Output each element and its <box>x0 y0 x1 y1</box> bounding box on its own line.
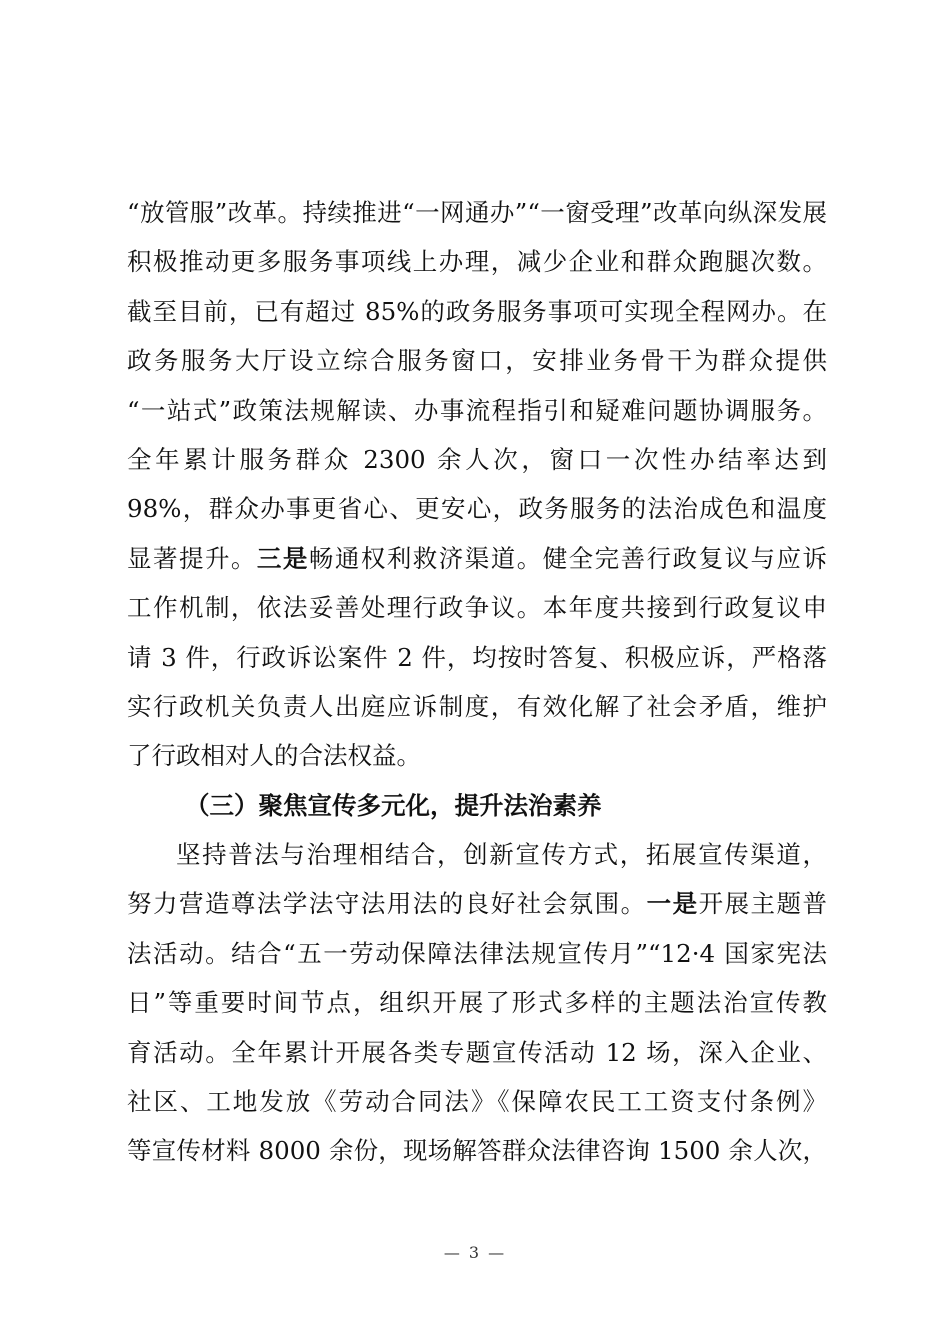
text-line: 日”等重要时间节点，组织开展了形式多样的主题法治宣传教 <box>127 988 827 1018</box>
text-line: 社区、工地发放《劳动合同法》《保障农民工工资支付条例》 <box>127 1087 827 1117</box>
document-body <box>127 188 827 1176</box>
text-line: 工作机制，依法妥善处理行政争议。本年度共接到行政复议申 <box>127 593 827 623</box>
text-line <box>127 879 827 928</box>
text-line: “放管服”改革。持续推进“一网通办”“一窗受理”改革向纵深发展 <box>127 198 827 227</box>
text-line: 实行政机关负责人出庭应诉制度，有效化解了社会矛盾，维护 <box>127 691 827 721</box>
text-line: 98%，群众办事更省心、更安心，政务服务的法治成色和温度 <box>127 494 827 524</box>
text-segment: 显著提升。 <box>127 543 257 573</box>
text-segment: 开展主题普 <box>698 889 827 919</box>
text-line: 政务服务大厅设立综合服务窗口，安排业务骨干为群众提供 <box>127 346 827 376</box>
text-segment: 畅通权利救济渠道。健全完善行政复议与应诉 <box>308 543 827 573</box>
text-line: 坚持普法与治理相结合，创新宣传方式，拓展宣传渠道， <box>176 840 827 870</box>
text-line: 请 3 件，行政诉讼案件 2 件，均按时答复、积极应诉，严格落 <box>127 642 827 672</box>
text-line: 积极推动更多服务事项线上办理，减少企业和群众跑腿次数。 <box>127 247 827 277</box>
bold-marker: 一是 <box>646 889 699 919</box>
text-line: 法活动。结合“五一劳动保障法律法规宣传月”“12·4 国家宪法 <box>127 938 827 968</box>
section-heading: （三）聚焦宣传多元化，提升法治素养 <box>185 790 602 820</box>
text-line: 育活动。全年累计开展各类专题宣传活动 12 场，深入企业、 <box>127 1037 827 1067</box>
text-line: 截至目前，已有超过 85%的政务服务事项可实现全程网办。在 <box>127 296 827 326</box>
text-line <box>127 534 827 583</box>
page-number: — 3 — <box>443 1243 507 1262</box>
text-segment: 努力营造尊法学法守法用法的良好社会氛围。 <box>127 889 647 919</box>
text-line: 了行政相对人的合法权益。 <box>127 741 421 771</box>
text-line: 全年累计服务群众 2300 余人次，窗口一次性办结率达到 <box>127 444 827 474</box>
text-line: 等宣传材料 8000 余份，现场解答群众法律咨询 1500 余人次， <box>127 1136 827 1166</box>
text-line: “一站式”政策法规解读、办事流程指引和疑难问题协调服务。 <box>127 395 827 425</box>
bold-marker: 三是 <box>256 543 309 573</box>
